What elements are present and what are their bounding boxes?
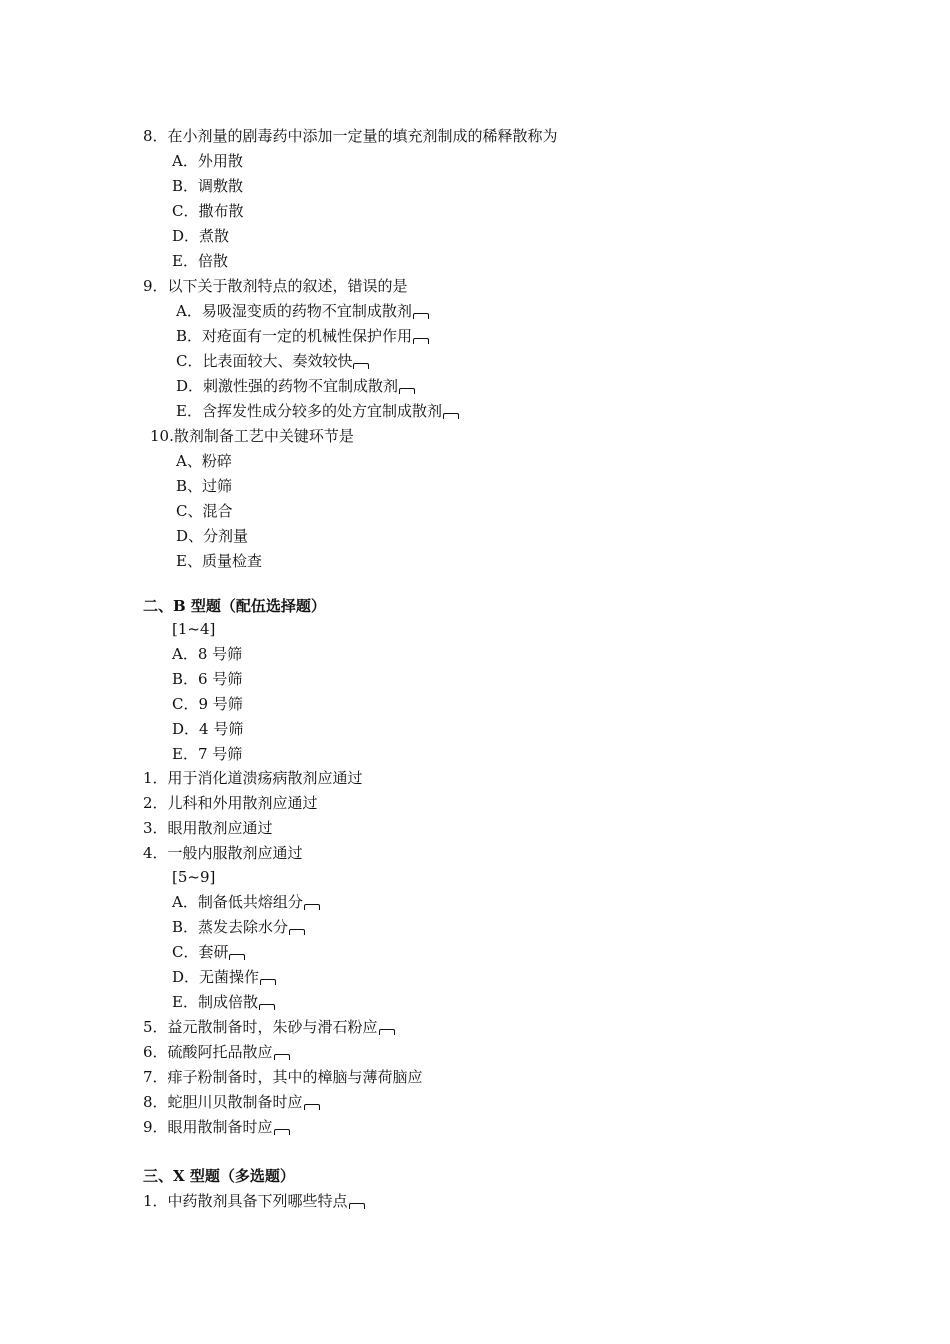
option-e bbox=[176, 401, 459, 421]
option-text: D．无菌操作 bbox=[172, 968, 260, 986]
option-a bbox=[172, 892, 320, 912]
question-text: 9．眼用散制备时应 bbox=[143, 1118, 273, 1136]
option-text: A．制备低共熔组分 bbox=[172, 893, 303, 911]
option-text: A．易吸湿变质的药物不宜制成散剂 bbox=[176, 302, 412, 320]
answer-blank-mark bbox=[443, 413, 459, 419]
group-range-1-4 bbox=[172, 619, 215, 639]
question-8 bbox=[143, 1092, 320, 1112]
option-text: E．7 号筛 bbox=[172, 745, 243, 763]
option-c bbox=[172, 201, 243, 221]
option-text: A、粉碎 bbox=[176, 452, 232, 470]
option-c bbox=[172, 694, 243, 714]
question-3 bbox=[143, 818, 273, 838]
answer-blank-mark bbox=[349, 1203, 365, 1209]
answer-blank-mark bbox=[289, 929, 305, 935]
option-b bbox=[172, 917, 305, 937]
answer-blank-mark bbox=[413, 313, 429, 319]
option-text: C．套研 bbox=[172, 943, 229, 961]
option-b bbox=[176, 326, 429, 346]
option-text: C．撒布散 bbox=[172, 202, 244, 220]
section-heading-x-type bbox=[143, 1166, 295, 1186]
question-text: 6．硫酸阿托品散应 bbox=[143, 1043, 273, 1061]
option-b bbox=[172, 176, 243, 196]
section-title: 二、B 型题（配伍选择题） bbox=[143, 597, 326, 615]
question-text: 1．用于消化道溃疡病散剂应通过 bbox=[143, 769, 363, 787]
section-title: 三、X 型题（多选题） bbox=[143, 1167, 295, 1185]
group-range-5-9 bbox=[172, 867, 215, 887]
option-text: C．比表面较大、奏效较快 bbox=[176, 352, 353, 370]
option-text: D．煮散 bbox=[172, 227, 230, 245]
option-text: E．倍散 bbox=[172, 252, 228, 270]
option-text: B、过筛 bbox=[176, 477, 233, 495]
option-text: B．蒸发去除水分 bbox=[172, 918, 289, 936]
option-text: E．含挥发性成分较多的处方宜制成散剂 bbox=[176, 402, 442, 420]
question-1 bbox=[143, 1191, 365, 1211]
option-text: D、分剂量 bbox=[176, 527, 249, 545]
question-9 bbox=[143, 1117, 290, 1137]
option-text: D．刺激性强的药物不宜制成散剂 bbox=[176, 377, 399, 395]
answer-blank-mark bbox=[353, 363, 369, 369]
option-text: B．调敷散 bbox=[172, 177, 244, 195]
answer-blank-mark bbox=[379, 1029, 395, 1035]
option-d bbox=[172, 719, 243, 739]
option-text: B．6 号筛 bbox=[172, 670, 243, 688]
answer-blank-mark bbox=[229, 954, 245, 960]
answer-blank-mark bbox=[274, 1054, 290, 1060]
section-heading-b-type bbox=[143, 596, 326, 616]
option-e bbox=[172, 744, 242, 764]
group-range: [5~9] bbox=[172, 868, 216, 886]
answer-blank-mark bbox=[304, 1104, 320, 1110]
option-a bbox=[176, 301, 429, 321]
answer-blank-mark bbox=[274, 1129, 290, 1135]
option-a bbox=[172, 644, 242, 664]
question-text: 4．一般内服散剂应通过 bbox=[143, 844, 303, 862]
question-8 bbox=[143, 126, 558, 146]
answer-blank-mark bbox=[259, 1004, 275, 1010]
question-text: 3．眼用散剂应通过 bbox=[143, 819, 273, 837]
option-c bbox=[176, 351, 369, 371]
answer-blank-mark bbox=[399, 388, 415, 394]
question-text: 1．中药散剂具备下列哪些特点 bbox=[143, 1192, 348, 1210]
group-range: [1~4] bbox=[172, 620, 216, 638]
question-7 bbox=[143, 1067, 423, 1087]
question-text: 7．痱子粉制备时，其中的樟脑与薄荷脑应 bbox=[143, 1068, 423, 1086]
question-9 bbox=[143, 276, 408, 296]
question-1 bbox=[143, 768, 363, 788]
option-text: C．9 号筛 bbox=[172, 695, 243, 713]
question-text: 8．在小剂量的剧毒药中添加一定量的填充剂制成的稀释散称为 bbox=[143, 127, 558, 145]
option-b bbox=[172, 669, 242, 689]
option-text: D．4 号筛 bbox=[172, 720, 244, 738]
question-text: 2．儿科和外用散剂应通过 bbox=[143, 794, 318, 812]
question-2 bbox=[143, 793, 318, 813]
option-d bbox=[172, 226, 229, 246]
option-e bbox=[172, 992, 275, 1012]
option-text: E、质量检查 bbox=[176, 552, 262, 570]
answer-blank-mark bbox=[413, 338, 429, 344]
option-b bbox=[176, 476, 232, 496]
question-4 bbox=[143, 843, 303, 863]
answer-blank-mark bbox=[260, 979, 276, 985]
option-text: A．8 号筛 bbox=[172, 645, 243, 663]
option-a bbox=[172, 151, 243, 171]
option-e bbox=[176, 551, 262, 571]
option-text: A．外用散 bbox=[172, 152, 243, 170]
option-a bbox=[176, 451, 232, 471]
option-c bbox=[176, 501, 232, 521]
question-6 bbox=[143, 1042, 290, 1062]
question-text: 10.散剂制备工艺中关键环节是 bbox=[150, 427, 354, 445]
option-text: E．制成倍散 bbox=[172, 993, 258, 1011]
option-e bbox=[172, 251, 228, 271]
question-5 bbox=[143, 1017, 395, 1037]
option-d bbox=[176, 526, 248, 546]
question-text: 8．蛇胆川贝散制备时应 bbox=[143, 1093, 303, 1111]
answer-blank-mark bbox=[304, 904, 320, 910]
option-d bbox=[176, 376, 415, 396]
option-text: C、混合 bbox=[176, 502, 233, 520]
option-d bbox=[172, 967, 276, 987]
question-10 bbox=[150, 426, 354, 446]
option-text: B．对疮面有一定的机械性保护作用 bbox=[176, 327, 413, 345]
question-text: 5．益元散制备时，朱砂与滑石粉应 bbox=[143, 1018, 378, 1036]
option-c bbox=[172, 942, 245, 962]
question-text: 9．以下关于散剂特点的叙述，错误的是 bbox=[143, 277, 408, 295]
